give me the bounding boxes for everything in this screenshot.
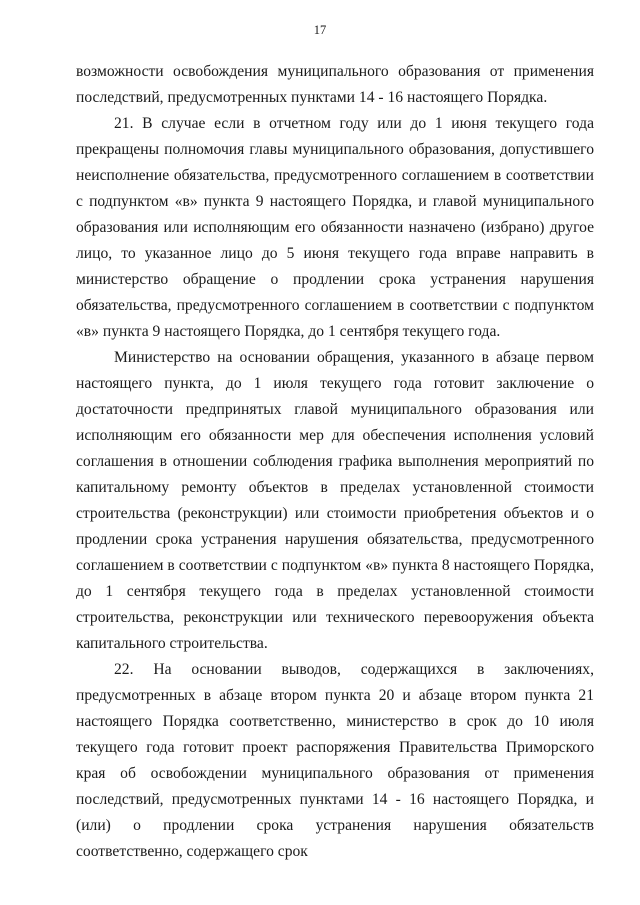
paragraph-continuation: возможности освобождения муниципального образования от применения последствий, предусмотренных пунктами 14 - 16 настоящего Порядка. bbox=[76, 63, 594, 106]
document-body bbox=[76, 59, 594, 865]
paragraph-22: 22. На основании выводов, содержащихся в заключениях, предусмотренных в абзаце втором пункта 20 и абзаце втором пункта 21 настоящего Порядка соответственно, министерство в срок до 10 июля текущего года готовит проект распоряжения Правительства Приморского края об освобождении муниципального образования от применения последствий, предусмотренных пунктами 14 - 16 настоящего Порядка, и (или) о продлении срока устранения нарушения обязательств соответственно, содержащего срок bbox=[76, 661, 594, 860]
page-number: 17 bbox=[313, 23, 327, 37]
paragraph-21: 21. В случае если в отчетном году или до 1 июня текущего года прекращены полномочия главы муниципального образования, допустившего неисполнение обязательства, предусмотренного соглашением в соответствии с подпунктом «в» пункта 9 настоящего Порядка, и главой муниципального образования или исполняющим его обязанности назначено (избрано) другое лицо, то указанное лицо до 5 июня текущего года вправе направить в министерство обращение о продлении срока устранения нарушения обязательства, предусмотренного соглашением в соответствии с подпунктом «в» пункта 9 настоящего Порядка, до 1 сентября текущего года. bbox=[76, 115, 594, 340]
paragraph-ministry-conclusion: Министерство на основании обращения, указанного в абзаце первом настоящего пункта, до 1 июля текущего года готовит заключение о достаточности предпринятых главой муниципального образования или исполняющим его обязанности мер для обеспечения исполнения условий соглашения в отношении соблюдения графика выполнения мероприятий по капитальному ремонту объектов в пределах установленной стоимости строительства (реконструкции) или стоимости приобретения объектов и о продлении срока устранения нарушения обязательства, предусмотренного соглашением в соответствии с подпунктом «в» пункта 8 настоящего Порядка, до 1 сентября текущего года в пределах установленной стоимости строительства, реконструкции или технического перевооружения объекта капитального строительства. bbox=[76, 349, 594, 652]
